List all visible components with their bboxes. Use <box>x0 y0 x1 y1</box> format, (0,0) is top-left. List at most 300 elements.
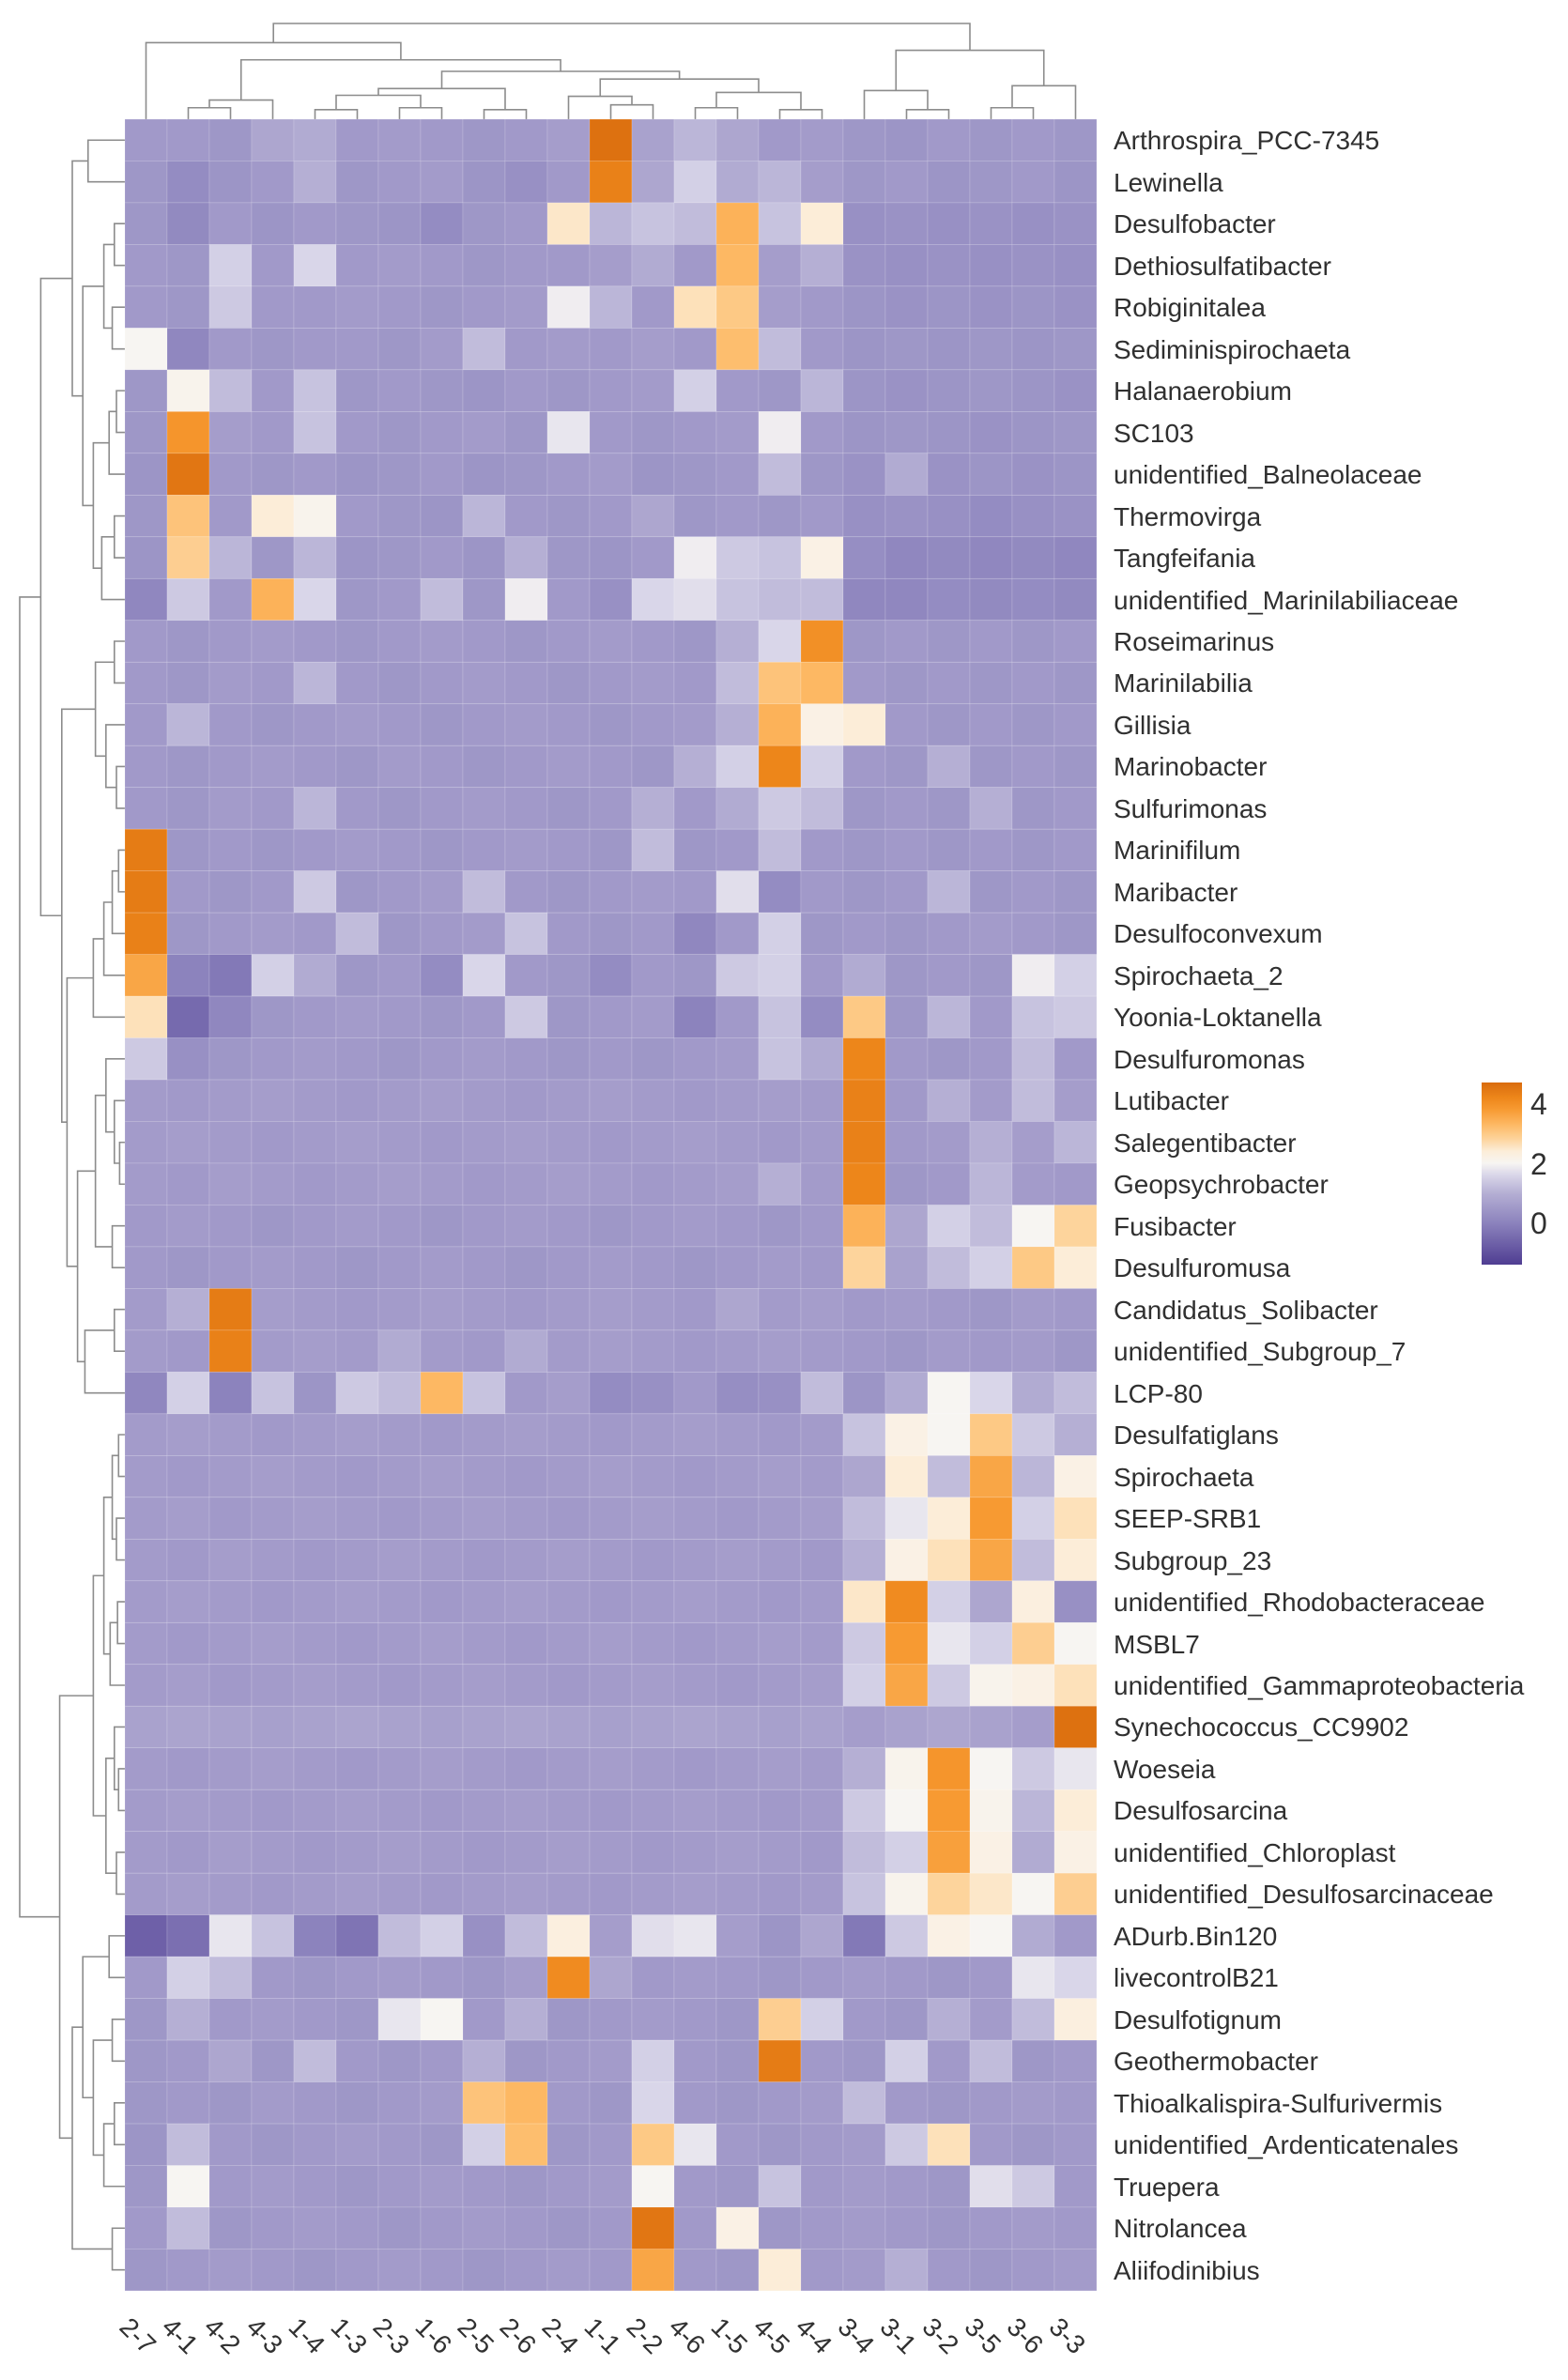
heatmap-cell <box>125 2124 167 2165</box>
heatmap-cell <box>463 788 505 829</box>
heatmap-cell <box>336 1915 378 1957</box>
heatmap-cell <box>590 621 632 662</box>
heatmap-cell <box>885 2207 928 2249</box>
heatmap-cell <box>547 1038 590 1080</box>
heatmap-cell <box>843 1247 885 1288</box>
heatmap-cell <box>632 1873 674 1914</box>
heatmap-cell <box>167 913 209 954</box>
heatmap-cell <box>378 788 421 829</box>
heatmap-cell <box>421 1957 463 1998</box>
heatmap-cell <box>928 411 970 453</box>
heatmap-cell <box>209 2166 252 2207</box>
row-label: Spirochaeta <box>1114 1462 1254 1492</box>
legend-tick-label: 0 <box>1530 1206 1547 1241</box>
heatmap-cell <box>632 2249 674 2290</box>
heatmap-cell <box>125 1665 167 1706</box>
heatmap-cell <box>843 1999 885 2040</box>
heatmap-cell <box>378 1706 421 1747</box>
heatmap-cell <box>252 829 294 870</box>
heatmap-cell <box>378 955 421 996</box>
heatmap-cell <box>590 2166 632 2207</box>
heatmap-cell <box>547 328 590 369</box>
row-label: Synechococcus_CC9902 <box>1114 1712 1409 1743</box>
heatmap-cell <box>801 829 843 870</box>
heatmap-cell <box>378 1163 421 1205</box>
heatmap-cell <box>759 1205 801 1246</box>
heatmap-cell <box>632 955 674 996</box>
heatmap-cell <box>167 996 209 1037</box>
heatmap-cell <box>1012 370 1054 411</box>
heatmap-cell <box>378 1832 421 1873</box>
heatmap-cell <box>674 2124 716 2165</box>
heatmap-cell <box>463 2207 505 2249</box>
heatmap-cell <box>716 203 759 244</box>
heatmap-cell <box>970 203 1012 244</box>
heatmap-cell <box>970 871 1012 913</box>
heatmap-cell <box>421 1748 463 1789</box>
heatmap-cell <box>674 662 716 703</box>
row-label: Sulfurimonas <box>1114 793 1268 823</box>
heatmap-cell <box>674 1288 716 1329</box>
heatmap-cell <box>505 913 547 954</box>
heatmap-cell <box>209 1288 252 1329</box>
heatmap-cell <box>1054 1205 1097 1246</box>
heatmap-cell <box>209 328 252 369</box>
heatmap-cell <box>1054 913 1097 954</box>
dendrogram-branch <box>696 108 738 119</box>
heatmap-cell <box>294 411 336 453</box>
heatmap-cell <box>843 495 885 536</box>
heatmap-cell <box>167 1288 209 1329</box>
dendrogram-branch <box>865 90 929 119</box>
heatmap-cell <box>970 2040 1012 2081</box>
heatmap-cell <box>716 1957 759 1998</box>
heatmap-cell <box>716 2040 759 2081</box>
heatmap-cell <box>294 1122 336 1163</box>
heatmap-cell <box>716 1999 759 2040</box>
heatmap-cell <box>1012 2249 1054 2290</box>
heatmap-cell <box>970 2166 1012 2207</box>
heatmap-cell <box>885 370 928 411</box>
col-label: 4-5 <box>746 2311 795 2360</box>
heatmap-cell <box>674 1915 716 1957</box>
heatmap-cell <box>759 996 801 1037</box>
heatmap-cell <box>632 1288 674 1329</box>
heatmap-cell <box>167 1915 209 1957</box>
heatmap-cell <box>421 411 463 453</box>
heatmap-cell <box>294 1748 336 1789</box>
heatmap-cell <box>970 411 1012 453</box>
heatmap-cell <box>1054 662 1097 703</box>
heatmap-cell <box>336 2082 378 2124</box>
heatmap-cell <box>209 453 252 495</box>
heatmap-cell <box>716 244 759 285</box>
heatmap-cell <box>759 203 801 244</box>
heatmap-cell <box>590 1080 632 1121</box>
heatmap-cell <box>1054 161 1097 202</box>
heatmap-cell <box>759 2166 801 2207</box>
heatmap-cell <box>547 1455 590 1497</box>
heatmap-cell <box>1054 829 1097 870</box>
heatmap-cell <box>1012 1247 1054 1288</box>
heatmap-cell <box>1012 2166 1054 2207</box>
heatmap-cell <box>1012 1288 1054 1329</box>
heatmap-cell <box>674 1957 716 1998</box>
heatmap-cell <box>421 1414 463 1455</box>
heatmap-cell <box>759 621 801 662</box>
heatmap-cell <box>1054 1455 1097 1497</box>
heatmap-cell <box>125 1372 167 1413</box>
heatmap-cell <box>294 1581 336 1622</box>
heatmap-cell <box>928 1999 970 2040</box>
heatmap-cell <box>209 495 252 536</box>
heatmap-cell <box>209 955 252 996</box>
heatmap-cell <box>632 1205 674 1246</box>
heatmap-cell <box>759 1080 801 1121</box>
heatmap-cell <box>294 913 336 954</box>
heatmap-cell <box>1012 2040 1054 2081</box>
heatmap-cell <box>463 1873 505 1914</box>
heatmap-cell <box>674 1539 716 1580</box>
heatmap-cell <box>167 1038 209 1080</box>
heatmap-cell <box>970 1247 1012 1288</box>
heatmap-cell <box>1054 996 1097 1037</box>
dendrogram-branch <box>1012 85 1076 119</box>
heatmap-cell <box>547 244 590 285</box>
heatmap-cell <box>378 370 421 411</box>
heatmap-cell <box>252 621 294 662</box>
heatmap-cell <box>125 161 167 202</box>
heatmap-cell <box>885 1999 928 2040</box>
heatmap-cell <box>716 1665 759 1706</box>
heatmap-cell <box>759 1706 801 1747</box>
heatmap-cell <box>336 161 378 202</box>
dendrogram-branch <box>115 516 125 558</box>
heatmap-cell <box>590 495 632 536</box>
heatmap-cell <box>336 1539 378 1580</box>
heatmap-cell <box>590 161 632 202</box>
heatmap-cell <box>801 1205 843 1246</box>
heatmap-cell <box>928 704 970 745</box>
heatmap-cell <box>252 996 294 1037</box>
heatmap-cell <box>252 1288 294 1329</box>
dendrogram-branch <box>20 597 60 1917</box>
heatmap-cell <box>759 1539 801 1580</box>
heatmap-cell <box>547 1999 590 2040</box>
heatmap-cell <box>336 913 378 954</box>
col-label: 2-5 <box>451 2311 500 2360</box>
heatmap-cell <box>674 119 716 161</box>
heatmap-cell <box>505 1832 547 1873</box>
heatmap-cell <box>294 1247 336 1288</box>
heatmap-cell <box>759 1163 801 1205</box>
heatmap-cell <box>252 453 294 495</box>
heatmap-cell <box>590 1247 632 1288</box>
heatmap-cell <box>632 495 674 536</box>
heatmap-cell <box>759 1581 801 1622</box>
heatmap-cell <box>590 1957 632 1998</box>
heatmap-cell <box>674 955 716 996</box>
heatmap-cell <box>294 662 336 703</box>
heatmap-cell <box>843 996 885 1037</box>
heatmap-cell <box>801 1497 843 1539</box>
col-label: 4-1 <box>155 2311 204 2360</box>
heatmap-cell <box>167 955 209 996</box>
heatmap-cell <box>716 788 759 829</box>
heatmap-cell <box>759 161 801 202</box>
heatmap-cell <box>716 871 759 913</box>
heatmap-cell <box>970 1665 1012 1706</box>
heatmap-cell <box>463 1455 505 1497</box>
heatmap-cell <box>421 996 463 1037</box>
heatmap-cell <box>505 286 547 328</box>
dendrogram-branch <box>67 978 93 1267</box>
heatmap-cell <box>125 662 167 703</box>
heatmap-cell <box>885 829 928 870</box>
heatmap-cell <box>505 370 547 411</box>
heatmap-cell <box>970 161 1012 202</box>
heatmap-cell <box>294 1873 336 1914</box>
heatmap-cell <box>928 119 970 161</box>
heatmap-cell <box>843 370 885 411</box>
heatmap-cell <box>421 1497 463 1539</box>
heatmap-cell <box>970 829 1012 870</box>
heatmap-cell <box>1012 1038 1054 1080</box>
heatmap-cell <box>759 829 801 870</box>
dendrogram-branch <box>93 2040 112 2155</box>
heatmap-cell <box>547 1706 590 1747</box>
heatmap-cell <box>928 913 970 954</box>
heatmap-cell <box>1012 1163 1054 1205</box>
heatmap-cell <box>885 745 928 787</box>
heatmap-cell <box>843 704 885 745</box>
heatmap-cell <box>209 829 252 870</box>
heatmap-cell <box>421 871 463 913</box>
heatmap-cell <box>252 1539 294 1580</box>
heatmap-cell <box>1012 1414 1054 1455</box>
heatmap-cell <box>843 1706 885 1747</box>
heatmap-cell <box>336 871 378 913</box>
heatmap-cell <box>716 1163 759 1205</box>
col-label: 2-7 <box>113 2311 161 2360</box>
heatmap-cell <box>294 203 336 244</box>
heatmap-cell <box>547 537 590 578</box>
heatmap-cell <box>252 1038 294 1080</box>
heatmap-cell <box>632 1832 674 1873</box>
heatmap-cell <box>1012 1622 1054 1664</box>
legend-tick-label: 2 <box>1530 1146 1547 1181</box>
heatmap-cell <box>843 411 885 453</box>
heatmap-cell <box>674 1372 716 1413</box>
col-label: 4-4 <box>789 2311 838 2360</box>
heatmap-cell <box>928 1622 970 1664</box>
heatmap-cell <box>885 1163 928 1205</box>
heatmap-cell <box>1012 1873 1054 1914</box>
heatmap-cell <box>547 119 590 161</box>
heatmap-cell <box>716 955 759 996</box>
heatmap-cell <box>632 704 674 745</box>
heatmap-cell <box>125 119 167 161</box>
heatmap-cell <box>716 996 759 1037</box>
heatmap-cell <box>674 537 716 578</box>
heatmap-cell <box>674 495 716 536</box>
heatmap-cell <box>252 913 294 954</box>
heatmap-cell <box>632 829 674 870</box>
heatmap-cell <box>759 328 801 369</box>
heatmap-cell <box>674 411 716 453</box>
heatmap-cell <box>716 1038 759 1080</box>
heatmap-cell <box>759 2249 801 2290</box>
heatmap-cell <box>928 788 970 829</box>
heatmap-cell <box>421 1163 463 1205</box>
heatmap-cell <box>336 1581 378 1622</box>
heatmap-cell <box>928 1748 970 1789</box>
heatmap-cell <box>1012 578 1054 620</box>
heatmap-cell <box>125 2082 167 2124</box>
dendrogram-branch <box>378 88 505 109</box>
row-label: Marinilabilia <box>1114 668 1253 699</box>
heatmap-cell <box>294 537 336 578</box>
heatmap-cell <box>252 745 294 787</box>
heatmap-cell <box>125 955 167 996</box>
heatmap-cell <box>843 662 885 703</box>
dendrogram-branch <box>115 641 125 683</box>
heatmap-cell <box>463 829 505 870</box>
heatmap-cell <box>970 1038 1012 1080</box>
heatmap-cell <box>209 871 252 913</box>
heatmap-cell <box>843 955 885 996</box>
heatmap-cell <box>336 788 378 829</box>
heatmap-cell <box>463 955 505 996</box>
heatmap-cell <box>463 453 505 495</box>
dendrogram-branch <box>442 71 680 88</box>
heatmap-cell <box>928 621 970 662</box>
heatmap-cell <box>252 788 294 829</box>
heatmap-cell <box>547 1665 590 1706</box>
heatmap-cell <box>1054 1414 1097 1455</box>
heatmap-cell <box>463 704 505 745</box>
heatmap-cell <box>167 1122 209 1163</box>
heatmap-cell <box>125 704 167 745</box>
heatmap-cell <box>759 1622 801 1664</box>
heatmap-cell <box>885 1665 928 1706</box>
heatmap-cell <box>716 1247 759 1288</box>
heatmap-cell <box>378 1414 421 1455</box>
heatmap-cell <box>759 1414 801 1455</box>
heatmap-cell <box>421 578 463 620</box>
heatmap-cell <box>632 1665 674 1706</box>
heatmap-cell <box>1012 1497 1054 1539</box>
heatmap-cell <box>378 1497 421 1539</box>
heatmap-cell <box>167 1789 209 1831</box>
heatmap-cell <box>463 996 505 1037</box>
heatmap-cell <box>547 1957 590 1998</box>
heatmap-cell <box>294 621 336 662</box>
heatmap-cell <box>590 1163 632 1205</box>
heatmap-cell <box>294 1372 336 1413</box>
heatmap-cell <box>1012 2124 1054 2165</box>
heatmap-cell <box>209 1205 252 1246</box>
heatmap-cell <box>547 411 590 453</box>
heatmap-cell <box>1012 1957 1054 1998</box>
heatmap-cell <box>167 1372 209 1413</box>
heatmap-cell <box>843 788 885 829</box>
heatmap-cell <box>1012 955 1054 996</box>
heatmap-cell <box>674 578 716 620</box>
col-label: 1-5 <box>704 2311 753 2360</box>
dendrogram-branch <box>116 1852 125 1894</box>
heatmap-cell <box>209 621 252 662</box>
heatmap-cell <box>759 2124 801 2165</box>
heatmap-cell <box>928 1414 970 1455</box>
heatmap-cell <box>632 1414 674 1455</box>
heatmap-cell <box>125 1247 167 1288</box>
heatmap-cell <box>928 1372 970 1413</box>
heatmap-cell <box>294 286 336 328</box>
heatmap-cell <box>928 2082 970 2124</box>
heatmap-cell <box>1054 1665 1097 1706</box>
heatmap-cell <box>252 2124 294 2165</box>
heatmap-cell <box>801 1080 843 1121</box>
heatmap-cell <box>378 745 421 787</box>
heatmap-cell <box>843 453 885 495</box>
heatmap-cell <box>716 621 759 662</box>
dendrogram-branch <box>569 97 633 119</box>
heatmap-cell <box>167 2207 209 2249</box>
heatmap-cell <box>1012 1748 1054 1789</box>
heatmap-cell <box>463 286 505 328</box>
heatmap-cell <box>421 829 463 870</box>
column-dendrogram <box>146 23 1076 119</box>
heatmap-cell <box>378 2040 421 2081</box>
heatmap-cell <box>759 662 801 703</box>
heatmap-cell <box>970 996 1012 1037</box>
heatmap-cell <box>801 411 843 453</box>
heatmap-cell <box>885 2249 928 2290</box>
heatmap-cell <box>843 1873 885 1914</box>
row-label: unidentified_Balneolaceae <box>1114 460 1422 490</box>
dendrogram-branch <box>118 850 125 891</box>
heatmap-cell <box>294 119 336 161</box>
heatmap-cell <box>378 871 421 913</box>
heatmap-cell <box>252 203 294 244</box>
heatmap-cell <box>843 537 885 578</box>
heatmap-cell <box>928 871 970 913</box>
heatmap-cell <box>463 1038 505 1080</box>
heatmap-cell <box>294 1163 336 1205</box>
heatmap-cell <box>674 286 716 328</box>
heatmap-cell <box>463 1330 505 1372</box>
heatmap-cell <box>970 119 1012 161</box>
heatmap-cell <box>505 1288 547 1329</box>
heatmap-cell <box>421 2249 463 2290</box>
row-label: Spirochaeta_2 <box>1114 960 1284 990</box>
heatmap-cell <box>167 1247 209 1288</box>
heatmap-cell <box>505 1414 547 1455</box>
heatmap-cell <box>885 1080 928 1121</box>
heatmap-cell <box>716 1873 759 1914</box>
heatmap-cell <box>970 1748 1012 1789</box>
dendrogram-branch <box>115 1310 125 1351</box>
heatmap-cell <box>294 788 336 829</box>
heatmap-cell <box>1054 871 1097 913</box>
heatmap-cell <box>294 495 336 536</box>
heatmap-cell <box>1012 829 1054 870</box>
heatmap-cell <box>505 1163 547 1205</box>
heatmap-cell <box>1012 1455 1054 1497</box>
heatmap-cell <box>843 1038 885 1080</box>
heatmap-cell <box>970 1414 1012 1455</box>
